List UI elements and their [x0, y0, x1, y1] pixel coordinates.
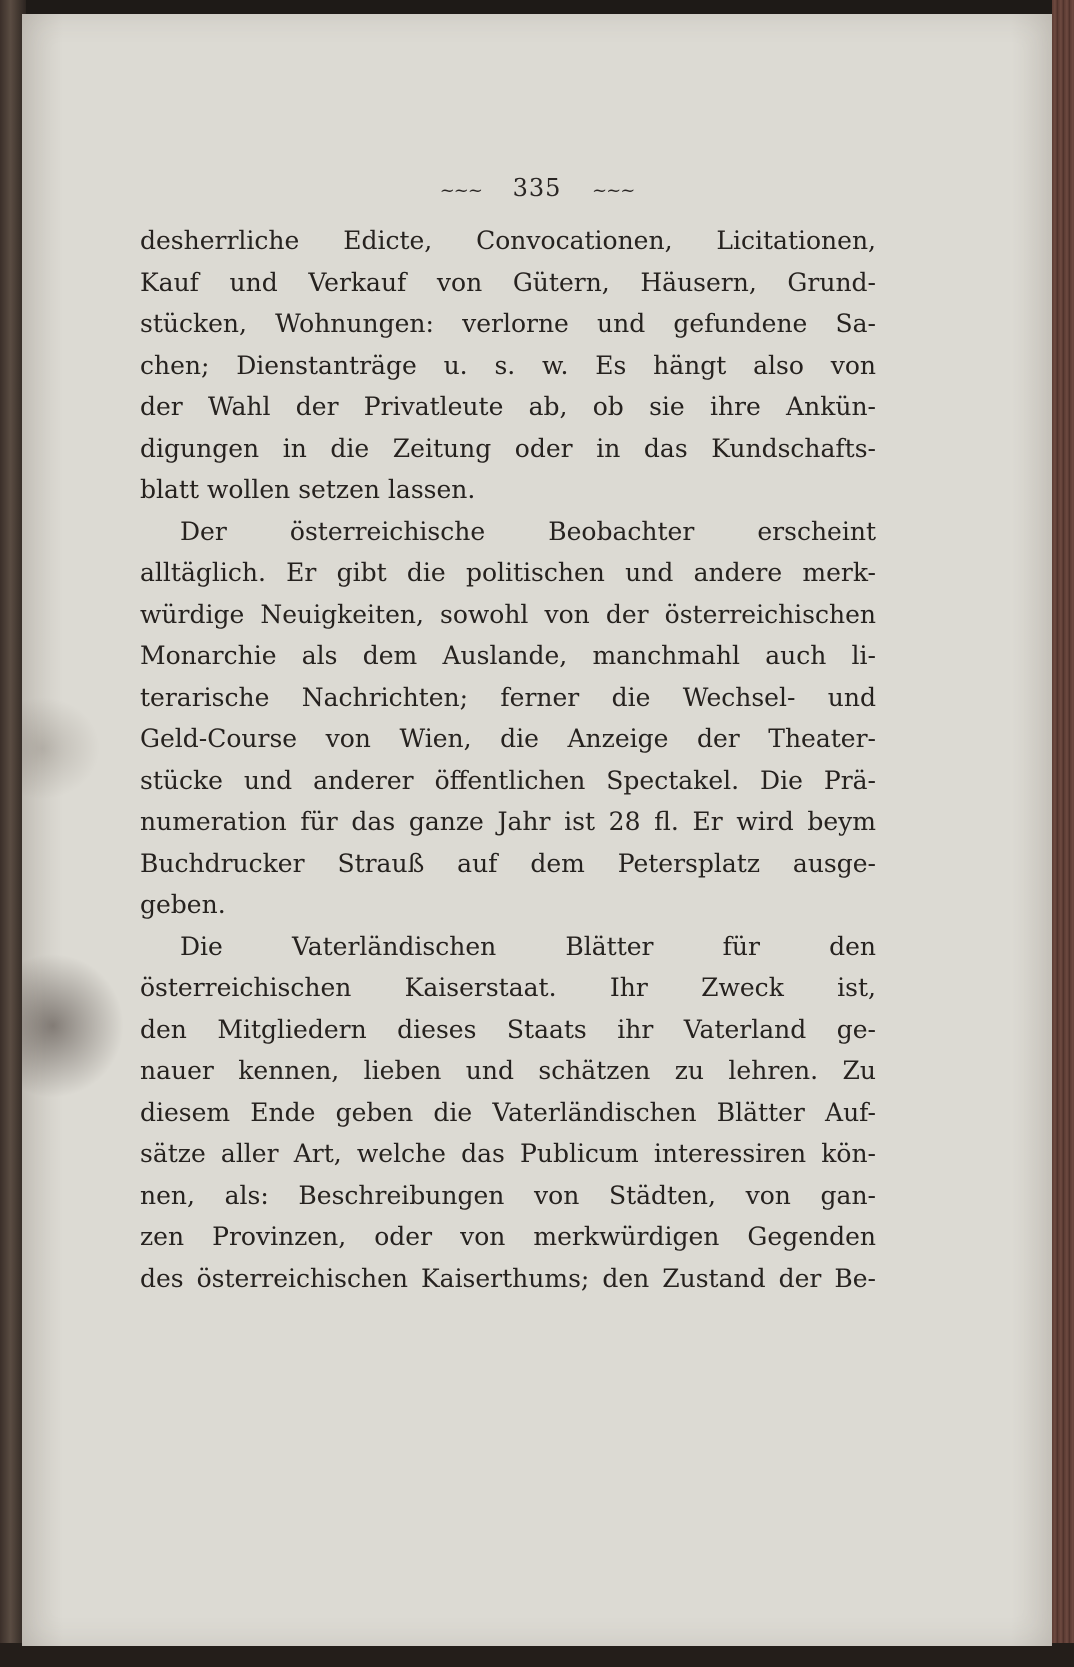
- header-ornament-left: ~~~: [439, 180, 482, 201]
- text-line: würdige Neuigkeiten, sowohl von der österreichischen: [140, 599, 876, 629]
- text-line: Buchdrucker Strauß auf dem Petersplatz ausge-: [140, 848, 876, 878]
- page-body: [140, 220, 876, 1299]
- scan-bottom-border: [0, 1643, 1074, 1667]
- text-line: stücke und anderer öffentlichen Spectakel. Die Prä-: [140, 765, 876, 795]
- text-line: zen Provinzen, oder von merkwürdigen Gegenden: [140, 1222, 876, 1251]
- text-line: Geld-Course von Wien, die Anzeige der Theater-: [140, 724, 876, 753]
- text-line: Kauf und Verkauf von Gütern, Häusern, Grund-: [140, 267, 876, 297]
- text-line: den Mitgliedern dieses Staats ihr Vaterland ge-: [140, 1014, 876, 1044]
- text-line: Monarchie als dem Auslande, manchmahl auch li-: [140, 641, 876, 670]
- text-line: österreichischen Kaiserstaat. Ihr Zweck ist,: [140, 973, 876, 1002]
- text-line: Die Vaterländischen Blätter für den: [180, 931, 876, 961]
- text-line: geben.: [140, 890, 226, 919]
- text-line: blatt wollen setzen lassen.: [140, 475, 476, 504]
- page-number: 335: [512, 174, 562, 202]
- text-line: digungen in die Zeitung oder in das Kundschafts-: [140, 433, 876, 463]
- header-ornament-right: ~~~: [592, 180, 635, 201]
- text-line: numeration für das ganze Jahr ist 28 fl. Er wird beym: [140, 807, 876, 836]
- text-line: stücken, Wohnungen: verlorne und gefundene Sa-: [140, 309, 876, 338]
- text-line: diesem Ende geben die Vaterländischen Blätter Auf-: [140, 1097, 876, 1127]
- text-line: nen, als: Beschreibungen von Städten, von gan-: [140, 1180, 876, 1210]
- text-line: chen; Dienstanträge u. s. w. Es hängt also von: [140, 350, 876, 380]
- page-paper: [22, 14, 1052, 1646]
- text-line: terarische Nachrichten; ferner die Wechsel- und: [140, 682, 876, 712]
- book-fore-edge: [1052, 0, 1074, 1667]
- text-line: desherrliche Edicte, Convocationen, Licitationen,: [140, 226, 876, 255]
- text-line: des österreichischen Kaiserthums; den Zustand der Be-: [140, 1263, 876, 1293]
- text-line: alltäglich. Er gibt die politischen und andere merk-: [140, 558, 876, 587]
- text-line: sätze aller Art, welche das Publicum interessiren kön-: [140, 1139, 876, 1168]
- text-line: nauer kennen, lieben und schätzen zu lehren. Zu: [140, 1056, 876, 1085]
- page-header: [22, 174, 1052, 202]
- text-line: der Wahl der Privatleute ab, ob sie ihre Ankün-: [140, 392, 876, 421]
- text-line: Der österreichische Beobachter erscheint: [180, 516, 876, 546]
